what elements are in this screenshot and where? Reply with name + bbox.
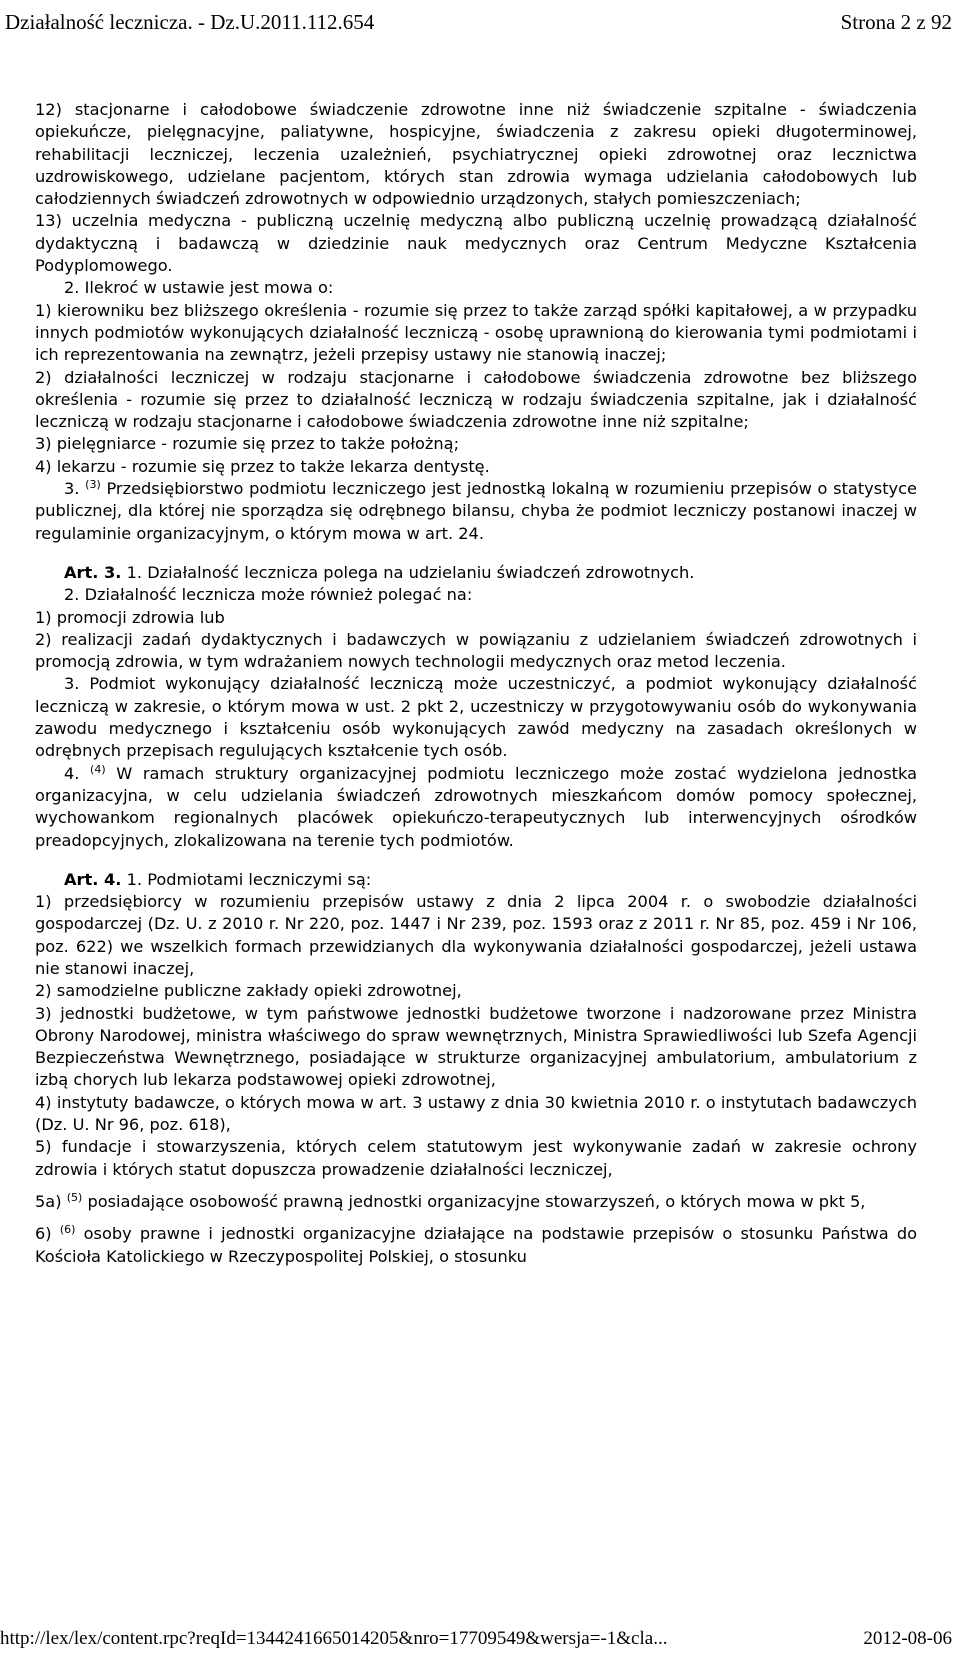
definition-12: 12) stacjonarne i całodobowe świadczenie zdrowotne inne niż świadczenie szpitalne - świadczenia opiekuńcze, pielęgnacyjne, paliatywne, hospicyjne, świadczenia z zakresu opieki długoterminowej, rehabilitacji leczniczej, leczenia uzależnień, psychiatrycznej opieki zdrowotnej oraz lecznictwa uzdrowiskowego, udzielane pacjentom, których stan zdrowia wymaga udzielania całodobowych lub całodziennych świadczeń zdrowotnych w odpowiednio urządzonych, stałych pomieszczeniach; (35, 100, 917, 209)
section-3-number: 3. (64, 479, 80, 499)
article-4-item-6-number: 6) (35, 1224, 52, 1244)
page-number: Strona 2 z 92 (840, 10, 952, 34)
print-date: 2012-08-06 (863, 1628, 952, 1649)
article-4-item-2: 2) samodzielne publiczne zakłady opieki zdrowotnej, (35, 981, 462, 1001)
article-3-para-2-item-2: 2) realizacji zadań dydaktycznych i badawczych w powiązaniu z udzielaniem świadczeń zdrowotnych i promocją zdrowia, w tym wdrażaniem nowych technologii medycznych oraz metod leczenia. (35, 629, 917, 672)
article-4-item-5a-number: 5a) (35, 1191, 62, 1211)
article-3-para-1 (35, 562, 917, 584)
article-4-item-1: 1) przedsiębiorcy w rozumieniu przepisów ustawy z dnia 2 lipca 2004 r. o swobodzie działalności gospodarczej (Dz. U. z 2010 r. Nr 220, poz. 1447 i Nr 239, poz. 1593 oraz z 2011 r. Nr 85, poz. 459 i Nr 106, poz. 622) we wszelkich formach przewidzianych dla wykonywania działalności gospodarczej, jeżeli ustawa nie stanowi inaczej, (35, 892, 917, 978)
article-4-item-3: 3) jednostki budżetowe, w tym państwowe jednostki budżetowe tworzone i nadzorowane przez Ministra Obrony Narodowej, ministra właściwego do spraw wewnętrznych, Ministra Sprawiedliwości lub Szefa Agencji Bezpieczeństwa Wewnętrznego, posiadające w strukturze organizacyjnej ambulatorium, ambulatorium z izbą chorych lub lekarza podstawowej opieki zdrowotnej, (35, 1003, 917, 1090)
article-3-para-3: 3. Podmiot wykonujący działalność leczniczą może uczestniczyć, a podmiot wykonujący działalność leczniczą w zakresie, o którym mowa w ust. 2 pkt 2, uczestniczy w przygotowywaniu osób do wykonywania zawodu medycznego i kształceniu osób wykonujących zawód medyczny na zasadach określonych w odrębnych przepisach regulujących kształcenie tych osób. (35, 674, 917, 761)
section-3 (35, 478, 917, 545)
article-4-label: Art. 4. (64, 869, 122, 889)
article-3-para-4-number: 4. (64, 763, 80, 783)
footnote-ref-4[interactable]: (4) (90, 762, 106, 776)
article-4-item-4: 4) instytuty badawcze, o których mowa w art. 3 ustawy z dnia 30 kwietnia 2010 r. o instytutach badawczych (Dz. U. Nr 96, poz. 618), (35, 1092, 917, 1135)
section-2-item-3: 3) pielęgniarce - rozumie się przez to także położną; (35, 434, 460, 454)
article-4-item-6-text: osoby prawne i jednostki organizacyjne działające na podstawie przepisów o stosunku Państwa do Kościoła Katolickiego w Rzeczypospolitej Polskiej, o stosunku (35, 1224, 917, 1266)
section-3-text: Przedsiębiorstwo podmiotu leczniczego jest jednostką lokalną w rozumieniu przepisów o statystyce publicznej, dla której nie sporządza się odrębnego bilansu, chyba że podmiot leczniczy postanowi inaczej w regulaminie organizacyjnym, o którym mowa w art. 24. (35, 479, 917, 543)
article-3-para-2-item-1: 1) promocji zdrowia lub (35, 607, 225, 627)
article-4-item-5a-text: posiadające osobowość prawną jednostki organizacyjne stowarzyszeń, o których mowa w pkt 5, (82, 1191, 866, 1211)
section-2-intro: 2. Ilekroć w ustawie jest mowa o: (64, 278, 334, 298)
document-body (35, 99, 917, 1268)
section-2-item-2: 2) działalności leczniczej w rodzaju stacjonarne i całodobowe świadczenia zdrowotne bez bliższego określenia - rozumie się przez to działalność leczniczą w rodzaju świadczenia szpitalne, jak i działalność leczniczą w rodzaju stacjonarne i całodobowe świadczenia zdrowotne inne niż szpitalne; (35, 367, 917, 432)
article-4-para-1 (35, 869, 917, 891)
article-4-item-5a (35, 1191, 917, 1213)
article-3-label: Art. 3. (64, 562, 122, 582)
footnote-ref-3[interactable]: (3) (85, 478, 101, 492)
document-title: Działalność lecznicza. - Dz.U.2011.112.654 (5, 10, 375, 34)
article-3-para-2: 2. Działalność lecznicza może również polegać na: (64, 585, 473, 605)
article-3-para-1-text: 1. Działalność lecznicza polega na udzielaniu świadczeń zdrowotnych. (121, 562, 695, 582)
article-4-item-6 (35, 1223, 917, 1268)
definition-13: 13) uczelnia medyczna - publiczną uczelnię medyczną albo publiczną uczelnię prowadzącą działalność dydaktyczną i badawczą w dziedzinie nauk medycznych oraz Centrum Medyczne Kształcenia Podyplomowego. (35, 211, 917, 276)
article-4-para-1-text: 1. Podmiotami leczniczymi są: (121, 869, 372, 889)
footnote-ref-6[interactable]: (6) (59, 1223, 76, 1237)
source-url[interactable]: http://lex/lex/content.rpc?reqId=1344241665014205&nro=17709549&wersja=-1&cla... (0, 1628, 668, 1649)
section-2-item-1: 1) kierowniku bez bliższego określenia - rozumie się przez to także zarząd spółki kapitałowej, a w przypadku innych podmiotów wykonujących działalność leczniczą - osobę uprawnioną do kierowania tymi podmiotami i ich reprezentowania na zewnątrz, jeżeli przepisy ustawy nie stanowią inaczej; (35, 300, 917, 365)
section-2-item-4: 4) lekarzu - rozumie się przez to także lekarza dentystę. (35, 456, 490, 476)
footnote-ref-5[interactable]: (5) (66, 1190, 83, 1204)
article-4-item-5: 5) fundacje i stowarzyszenia, których celem statutowym jest wykonywanie zadań w zakresie ochrony zdrowia i których statut dopuszcza prowadzenie działalności leczniczej, (35, 1137, 917, 1179)
page-footer (0, 1626, 952, 1652)
article-3-para-4 (35, 763, 917, 852)
article-3-para-4-text: W ramach struktury organizacyjnej podmiotu leczniczego może zostać wydzielona jednostka organizacyjna, w celu udzielania świadczeń zdrowotnych mieszkańcom domów pomocy społecznej, wychowankom regionalnych placówek opiekuńczo-terapeutycznych lub interwencyjnych ośrodków preadopcyjnych, zlokalizowana na terenie tych podmiotów. (35, 763, 917, 850)
page-header (5, 8, 952, 36)
